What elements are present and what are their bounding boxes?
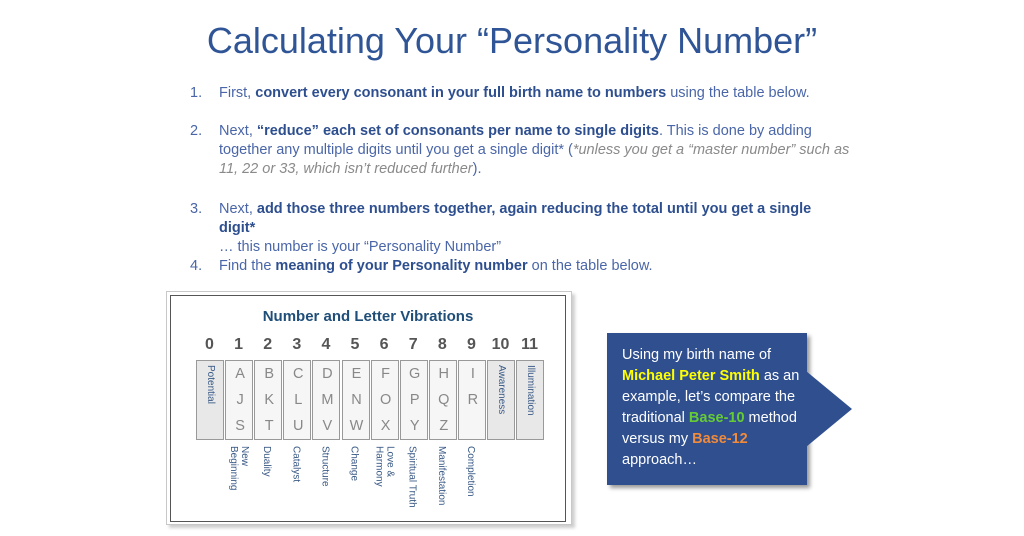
- table-column: [312, 360, 340, 440]
- callout-arrow-icon: [806, 371, 852, 447]
- table-letter: T: [264, 418, 274, 434]
- step-text: First, convert every consonant in your full birth name to numbers using the table below.: [219, 85, 810, 101]
- step-3: [190, 200, 850, 257]
- base12-label: Base-12: [692, 431, 748, 447]
- column-meaning: Structure: [319, 446, 331, 487]
- column-number: 10: [491, 336, 510, 353]
- table-letter: F: [381, 366, 391, 382]
- column-number: 11: [521, 336, 539, 353]
- step-1: [190, 84, 850, 103]
- column-number: 9: [466, 336, 476, 353]
- column-number: 0: [205, 336, 214, 353]
- table-column: [342, 360, 370, 440]
- table-letter: W: [349, 418, 364, 434]
- step-text: Next, add those three numbers together, again reducing the total until you get a single digit* … this number is your “Personality Number”: [219, 201, 812, 255]
- table-letter: H: [438, 366, 450, 382]
- base10-label: Base-10: [688, 410, 745, 426]
- table-letter: M: [321, 392, 334, 408]
- table-letter: Y: [409, 418, 420, 434]
- column-number: 5: [350, 336, 360, 353]
- table-letter: K: [264, 392, 275, 408]
- table-letter: A: [235, 366, 245, 382]
- table-column: [458, 360, 486, 440]
- table-letter: B: [264, 366, 275, 382]
- table-letter: S: [235, 418, 245, 434]
- table-letter: Q: [438, 392, 450, 408]
- letter-grid: [196, 360, 542, 440]
- step-text: Find the meaning of your Personality number on the table below.: [219, 258, 653, 274]
- table-letter: N: [351, 392, 362, 408]
- column-meaning: Love & Harmony: [373, 446, 396, 487]
- table-letter: E: [351, 366, 362, 382]
- column-meaning: Manifestation: [435, 446, 447, 506]
- table-column: [196, 360, 224, 440]
- column-meaning: Illumination: [525, 365, 537, 416]
- column-meaning: New Beginning: [228, 446, 251, 491]
- table-column: [371, 360, 399, 440]
- table-letter: I: [470, 366, 475, 382]
- table-letter: L: [294, 392, 303, 408]
- column-meaning: Awareness: [496, 365, 507, 415]
- table-letter: V: [322, 418, 333, 434]
- column-meaning: Potential: [205, 365, 216, 404]
- step-2: [190, 122, 850, 179]
- table-letter: X: [380, 418, 391, 434]
- table-column: [283, 360, 311, 440]
- table-letter: C: [293, 366, 304, 382]
- column-number: 1: [234, 336, 244, 353]
- table-column: [429, 360, 457, 440]
- step-number: 4.: [190, 258, 203, 274]
- step-number: 3.: [190, 201, 203, 217]
- table-letter: P: [409, 392, 420, 408]
- column-number: 6: [379, 336, 389, 353]
- page-title: Calculating Your “Personality Number”: [206, 20, 818, 61]
- table-column: [225, 360, 253, 440]
- column-meaning: Completion: [464, 446, 476, 497]
- table-letter: J: [236, 392, 244, 408]
- column-number: 8: [437, 336, 447, 353]
- table-letter: O: [379, 392, 392, 408]
- table-letter: U: [293, 418, 304, 434]
- table-column: [254, 360, 282, 440]
- step-number: 2.: [190, 123, 203, 139]
- vibration-table-card: [166, 291, 572, 525]
- callout-text: Using my birth name of Michael Peter Smith as an example, let’s compare the traditional Base-10 method versus my Base-12 approach…: [622, 347, 800, 468]
- column-number: 4: [321, 336, 331, 353]
- step-4: [190, 257, 850, 276]
- column-number: 3: [292, 336, 302, 353]
- table-title: Number and Letter Vibrations: [262, 308, 474, 325]
- step-number: 1.: [190, 85, 203, 101]
- table-letter: G: [409, 366, 421, 382]
- table-letter: R: [467, 392, 479, 408]
- step-text: Next, “reduce” each set of consonants per name to single digits. This is done by adding together any multiple digits until you get a single digit* (*unless you get a “master number” such as 11, 22 or 33, which isn’t reduced further).: [219, 123, 850, 177]
- table-column: [516, 360, 544, 440]
- column-number: 2: [263, 336, 273, 353]
- vibration-table: [170, 295, 566, 522]
- table-letter: D: [322, 366, 333, 382]
- example-name: Michael Peter Smith: [622, 368, 760, 384]
- table-letter: Z: [439, 418, 449, 434]
- table-column: [400, 360, 428, 440]
- column-number: 7: [408, 336, 418, 353]
- column-meaning: Change: [348, 446, 360, 482]
- column-meaning: Catalyst: [290, 446, 302, 483]
- table-column: [487, 360, 515, 440]
- column-meaning: Spiritual Truth: [406, 446, 418, 508]
- column-meaning: Duality: [261, 446, 273, 477]
